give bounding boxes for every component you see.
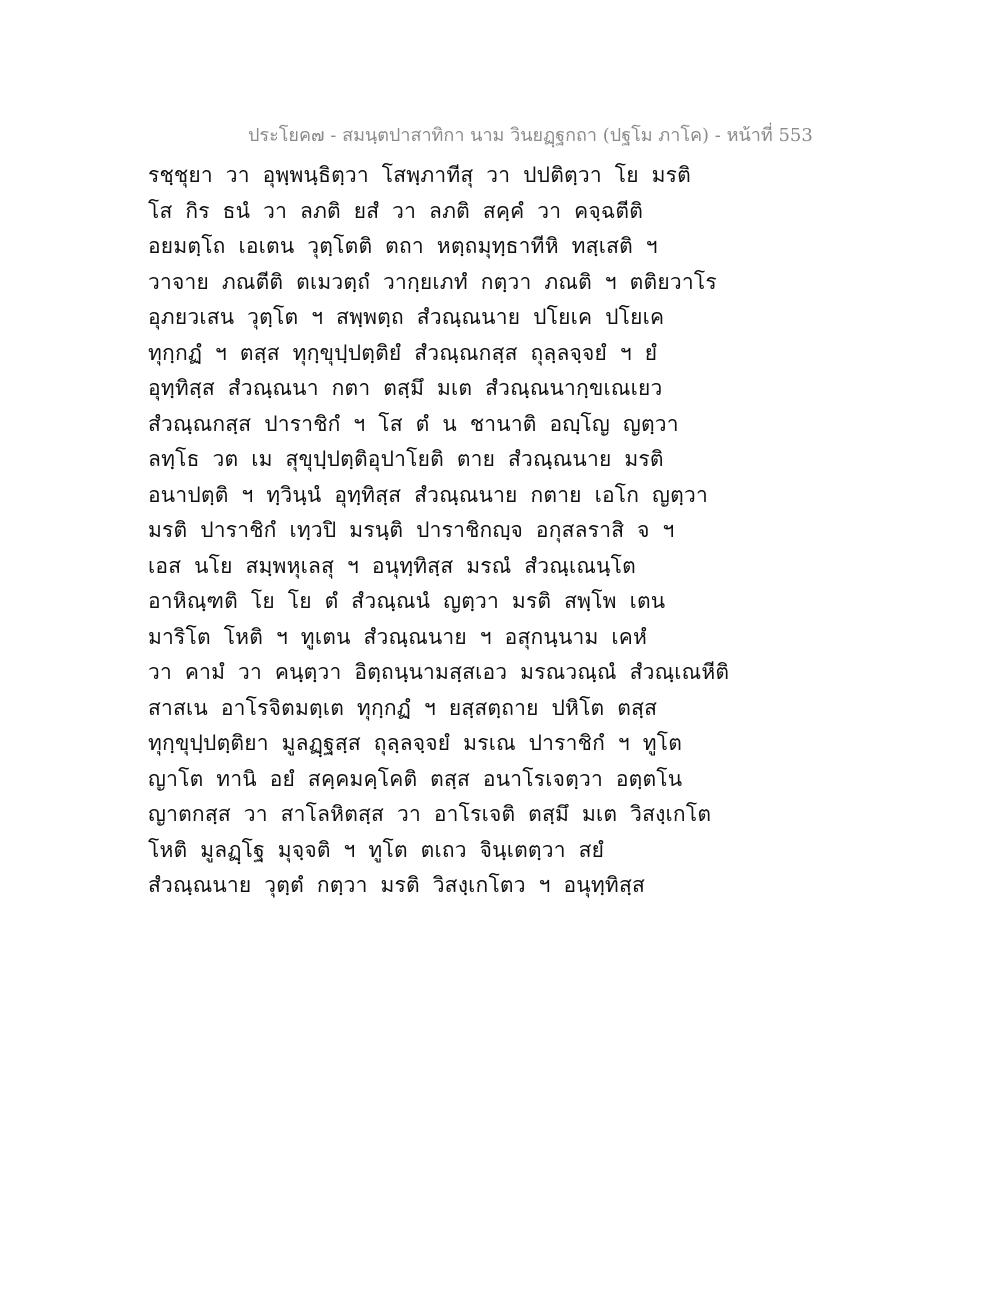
text-line: วาจาย ภณตีติ ตเมวตฺถํ วากฺยเภทํ กตฺวา ภณติ ฯ ตติยวาโร — [148, 269, 717, 294]
text-line: มาริโต โหติ ฯ ทูเตน สํวณฺณนาย ฯ อสุกนฺนาม เคหํ — [148, 624, 648, 649]
text-line: รชฺชุยา วา อุพฺพนฺธิตฺวา โสพฺภาทีสุ วา ปปติตฺวา โย มรติ — [148, 163, 691, 187]
body-text — [148, 158, 730, 904]
text-line: อุภยวเสน วุตฺโต ฯ สพฺพตฺถ สํวณฺณนาย ปโยเค ปโยเค — [148, 305, 665, 329]
text-line: วา คามํ วา คนฺตฺวา อิตฺถนฺนามสฺสเอว มรณวณฺณํ สํวณฺเณหีติ — [148, 660, 730, 684]
text-line: อาหิณฺฑติ โย โย ตํ สํวณฺณนํ ญตฺวา มรติ สพฺโพ เตน — [148, 589, 666, 613]
text-line: อุทฺทิสฺส สํวณฺณนา กตา ตสฺมึ มเต สํวณฺณนากฺขเณเยว — [148, 376, 663, 400]
text-line: ทุกฺขุปฺปตฺติยา มูลฏฺฐสฺส ถุลฺลจฺจยํ มรเณ ปาราชิกํ ฯ ทูโต — [148, 731, 683, 755]
text-line: เอส นโย สมฺพหุเลสุ ฯ อนุทฺทิสฺส มรณํ สํวณฺเณนฺโต — [148, 553, 636, 578]
text-line: สาสเน อาโรจิตมตฺเต ทุกฺกฏํ ฯ ยสฺสตฺถาย ปหิโต ตสฺส — [148, 695, 658, 720]
text-line: ลทฺโธ วต เม สุขุปฺปตฺติอุปาโยติ ตาย สํวณฺณนาย มรติ — [148, 447, 664, 471]
text-line: สํวณฺณกสฺส ปาราชิกํ ฯ โส ตํ น ชานาติ อญฺโญ ญตฺวา — [148, 411, 679, 436]
text-line: อยมตฺโถ เอเตน วุตฺโตติ ตถา หตฺถมุทฺธาทีหิ ทสฺเสติ ฯ — [148, 234, 658, 258]
text-line: อนาปตฺติ ฯ ทฺวินฺนํ อุทฺทิสฺส สํวณฺณนาย กตาย เอโก ญตฺวา — [148, 482, 708, 507]
text-line: ทุกฺกฏํ ฯ ตสฺส ทุกฺขุปฺปตฺติยํ สํวณฺณกสฺส ถุลฺลจฺจยํ ฯ ยํ — [148, 340, 658, 365]
text-line: โหติ มูลฏฺโฐ มุจฺจติ ฯ ทูโต ตเถว จินฺเตตฺวา สยํ — [148, 837, 605, 862]
page-header: ประโยค๗ - สมนฺตปาสาทิกา นาม วินยฏฺฐกถา (ปฐโม ภาโค) - หน้าที่ 553 — [248, 125, 813, 146]
text-line: มรติ ปาราชิกํ เทฺวปิ มรนฺติ ปาราชิกญฺจ อกุสลราสิ จ ฯ — [148, 518, 675, 542]
text-line: โส กิร ธนํ วา ลภติ ยสํ วา ลภติ สคฺคํ วา คจฺฉตีติ — [148, 198, 644, 223]
text-line: ญาตกสฺส วา สาโลหิตสฺส วา อาโรเจติ ตสฺมึ มเต วิสงฺเกโต — [148, 802, 712, 826]
text-line: ญาโต ทานิ อยํ สคฺคมคฺโคติ ตสฺส อนาโรเจตฺวา อตฺตโน — [148, 766, 683, 791]
text-line: สํวณฺณนาย วุตฺตํ กตฺวา มรติ วิสงฺเกโตว ฯ อนุทฺทิสฺส — [148, 873, 645, 897]
